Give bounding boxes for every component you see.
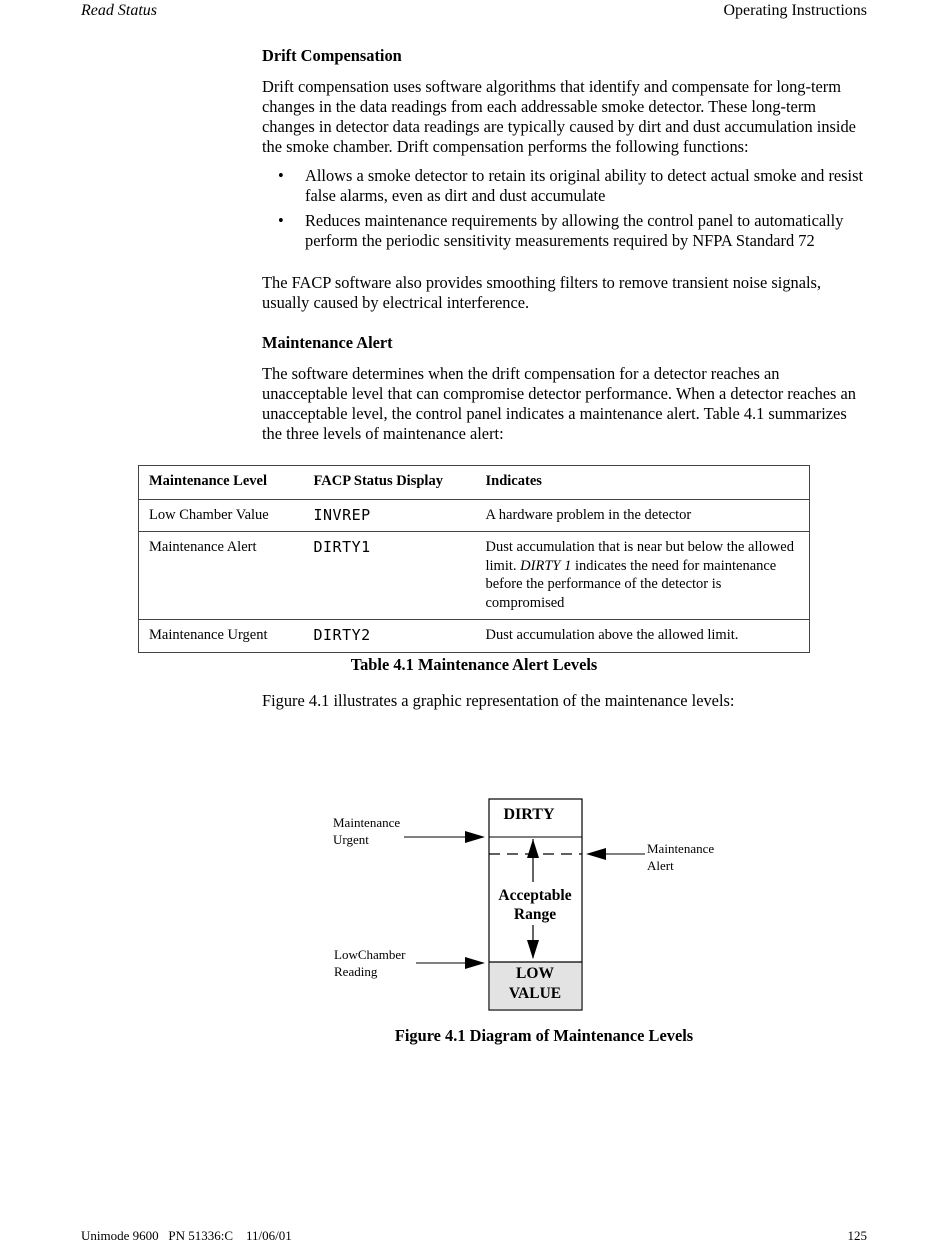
table-cell-display: DIRTY1	[304, 532, 476, 620]
drift-bullet: • Reduces maintenance requirements by allowing the control panel to automatically perform the periodic sensitivity measurements required by NFPA Standard 72	[262, 211, 868, 251]
figure-caption: Figure 4.1 Diagram of Maintenance Levels	[394, 1026, 694, 1045]
dirty-label: DIRTY	[503, 806, 555, 823]
arrowhead-icon	[465, 957, 485, 969]
table-row	[139, 499, 810, 532]
table-cell-display: DIRTY2	[304, 620, 476, 653]
table-cell-indicates	[476, 532, 810, 620]
table-cell-level: Maintenance Alert	[139, 532, 304, 620]
drift-intro: Drift compensation uses software algorithms that identify and compensate for long-term changes in the data readings from each addressable smoke detector. These long-term changes in detector data readings are typically caused by dirt and dust accumulation inside the smoke chamber. Drift compensation performs the following functions:	[262, 77, 856, 156]
table-cell-indicates: Dust accumulation above the allowed limit.	[476, 620, 810, 653]
indicates-emphasis: DIRTY 1	[520, 557, 572, 574]
indicates-text: Dust accumulation that is near but below the allowed limit.	[485, 539, 794, 574]
table-row	[139, 532, 810, 620]
low-chamber-label-line1: LowChamber	[334, 947, 406, 962]
table-cell-level: Low Chamber Value	[139, 499, 304, 532]
arrowhead-icon	[586, 848, 606, 860]
figure-intro: Figure 4.1 illustrates a graphic representation of the maintenance levels:	[262, 691, 735, 710]
table-cell-display: INVREP	[304, 499, 476, 532]
indicates-text: indicates the need for maintenance before the performance of the detector is compromised	[485, 557, 777, 611]
page-number: 125	[847, 1228, 867, 1243]
maintenance-levels-diagram	[320, 790, 740, 1020]
maintenance-section	[262, 333, 868, 444]
alert-label-line2: Alert	[647, 858, 674, 873]
smoothing-paragraph: The FACP software also provides smoothing filters to remove transient noise signals, usually caused by electrical interference.	[262, 273, 822, 312]
drift-bullet: • Allows a smoke detector to retain its original ability to detect actual smoke and resist false alarms, even as dirt and dust accumulate	[262, 166, 868, 206]
value-label: VALUE	[508, 985, 562, 1002]
table-header-row	[139, 466, 810, 500]
urgent-label-line2: Urgent	[333, 832, 369, 847]
drift-bullet-list	[262, 166, 868, 251]
table-header-cell: FACP Status Display	[304, 466, 476, 500]
drift-section	[262, 46, 868, 256]
urgent-label-line1: Maintenance	[333, 815, 401, 830]
acceptable-label: Acceptable	[498, 887, 572, 904]
running-header-left: Read Status	[81, 2, 157, 19]
running-header-right: Operating Instructions	[723, 2, 867, 19]
table-caption: Table 4.1 Maintenance Alert Levels	[350, 655, 598, 674]
table-cell-indicates: A hardware problem in the detector	[476, 499, 810, 532]
range-label: Range	[513, 906, 557, 923]
alert-label-line1: Maintenance	[647, 841, 715, 856]
low-label: LOW	[516, 965, 554, 982]
arrowhead-icon	[465, 831, 485, 843]
maintenance-levels-table	[138, 465, 810, 653]
drift-heading: Drift Compensation	[262, 46, 402, 65]
footer-left	[81, 1228, 292, 1244]
maintenance-intro: The software determines when the drift compensation for a detector reaches an unacceptable level that can compromise detector performance. When a detector reaches an unacceptable level, the control panel indicates a maintenance alert. Table 4.1 summarizes the three levels of maintenance alert:	[262, 364, 857, 443]
table-header-cell: Maintenance Level	[139, 466, 304, 500]
table-row	[139, 620, 810, 653]
table-header-cell: Indicates	[476, 466, 810, 500]
table-cell-level: Maintenance Urgent	[139, 620, 304, 653]
maintenance-heading: Maintenance Alert	[262, 333, 393, 352]
low-chamber-label-line2: Reading	[334, 964, 378, 979]
footer-doc-info: Unimode 9600 PN 51336:C 11/06/01	[81, 1228, 292, 1243]
